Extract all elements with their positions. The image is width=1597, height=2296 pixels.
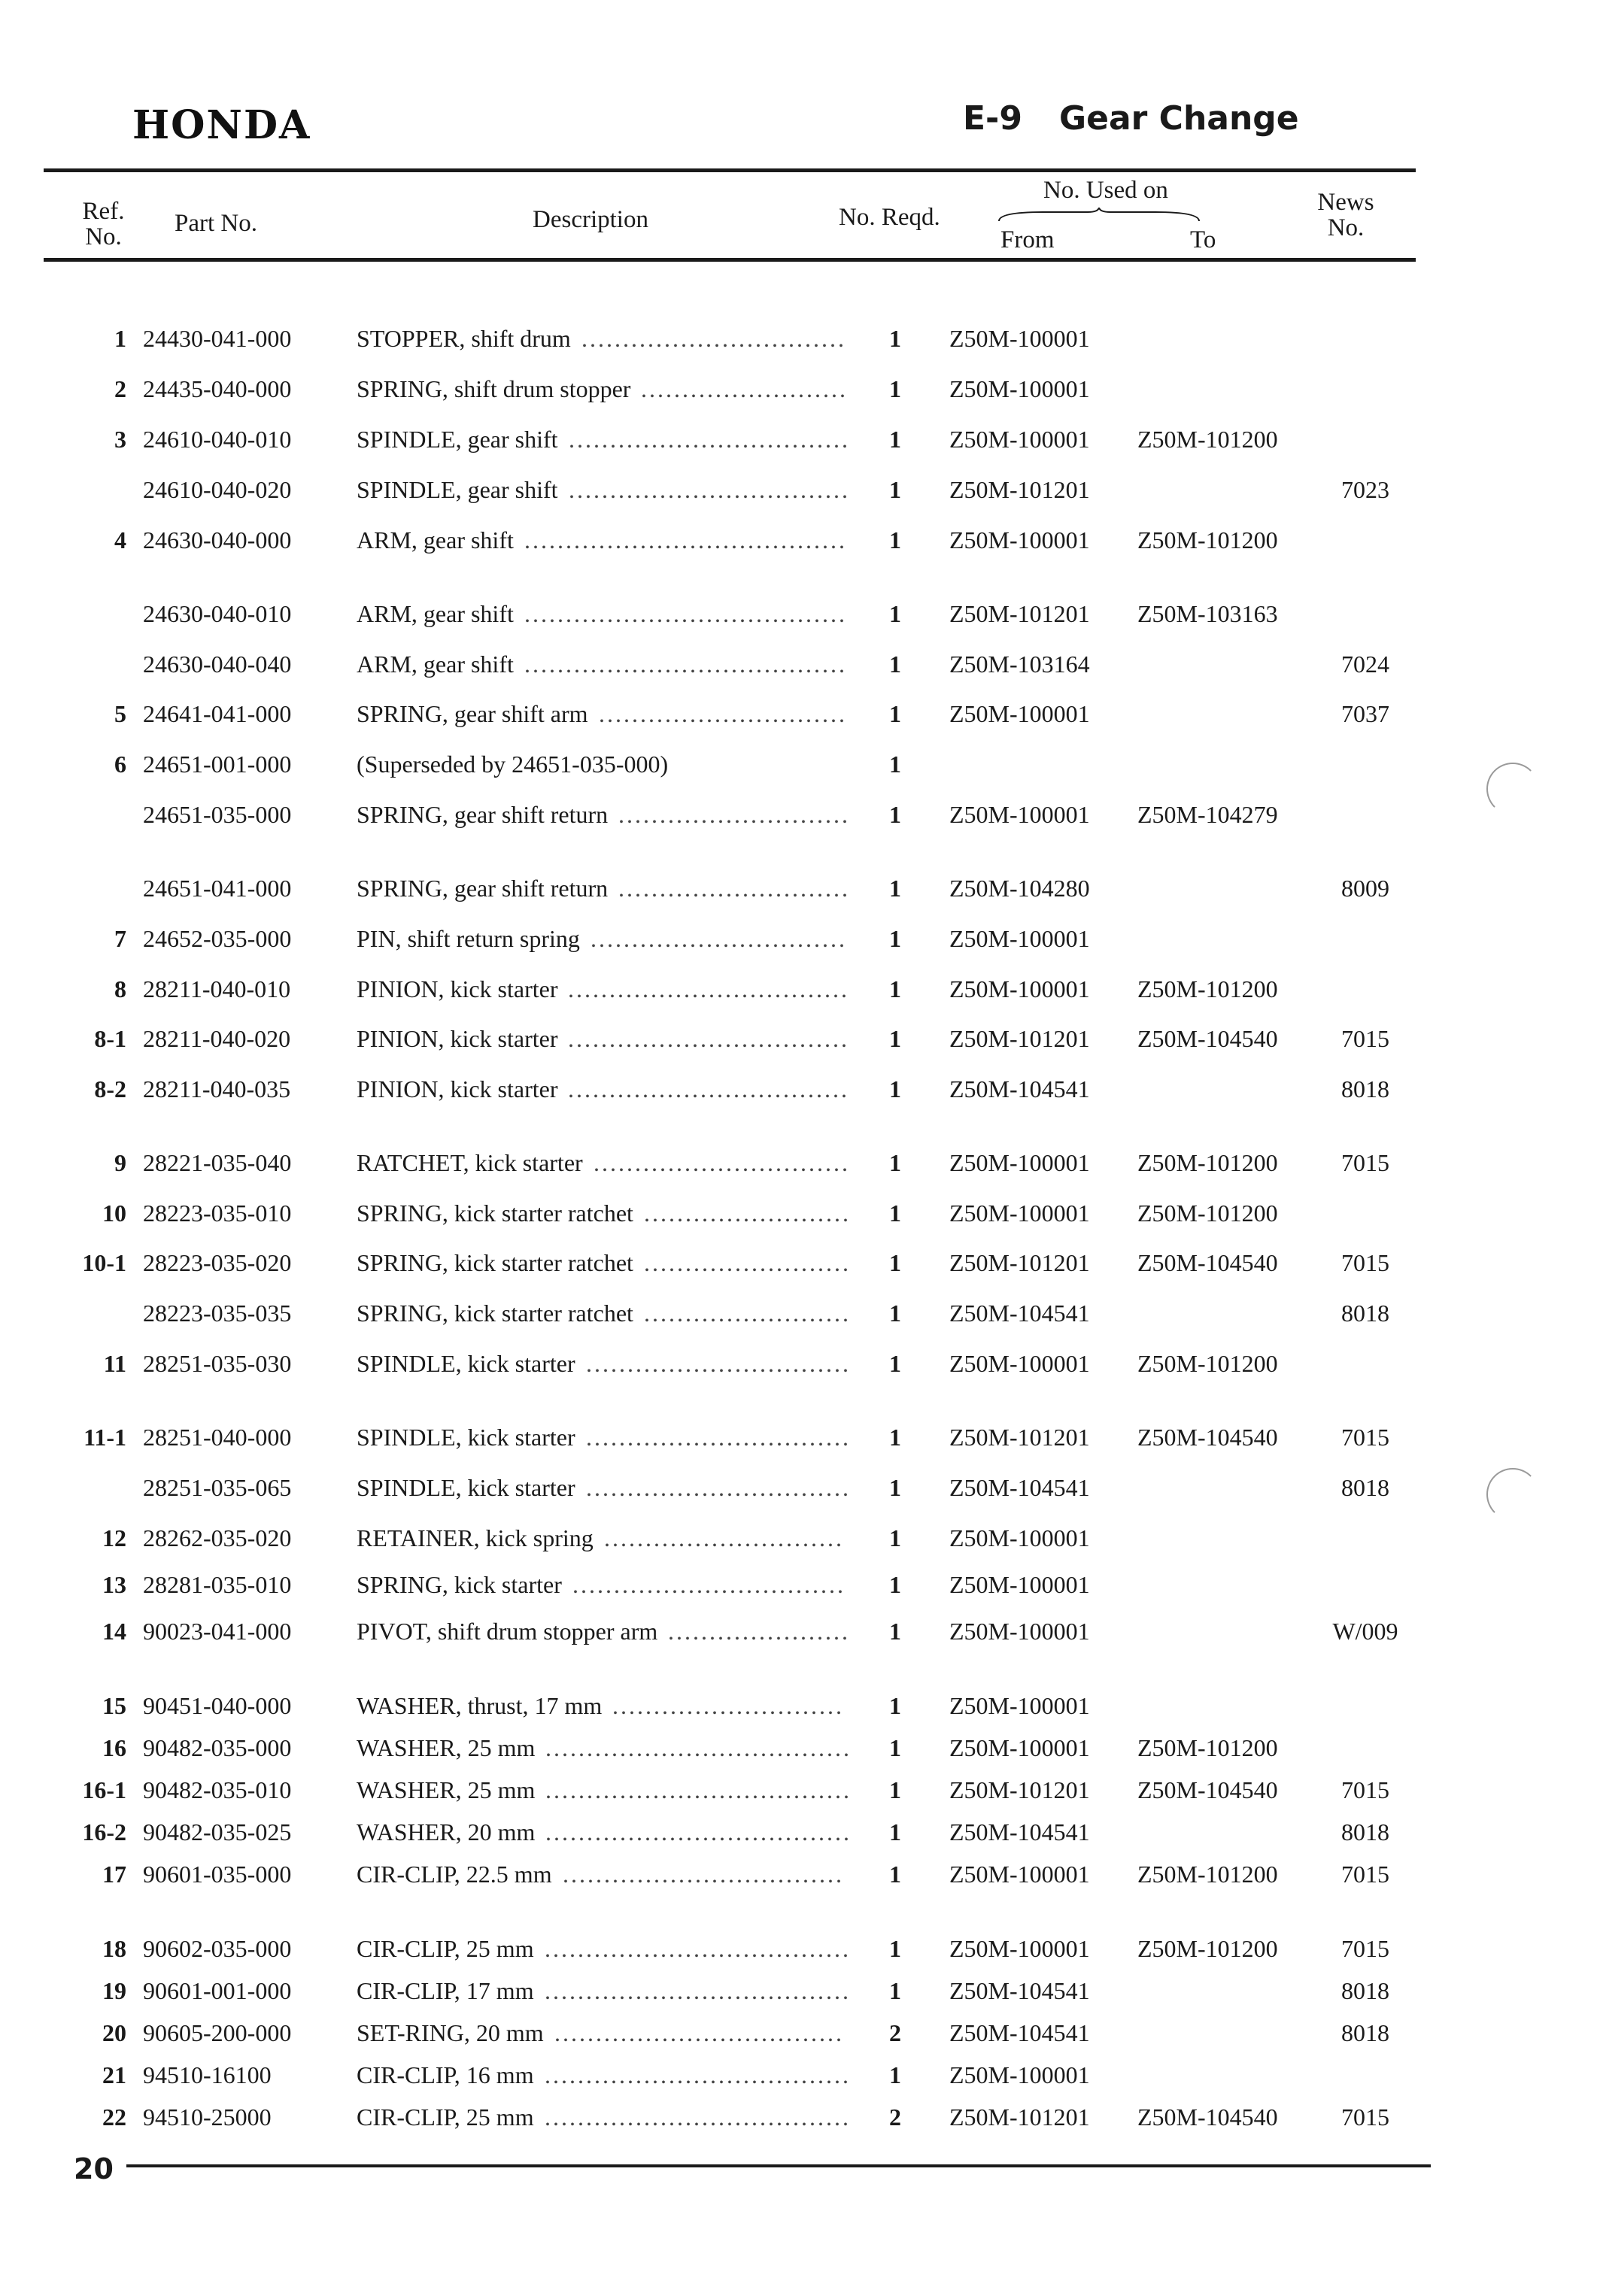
news-number-cell: 7023	[1341, 476, 1389, 503]
column-header-ref	[75, 199, 132, 250]
used-from-cell: Z50M-100001	[949, 1861, 1090, 1888]
part-number-cell: 90601-001-000	[143, 1977, 292, 2004]
part-number-cell: 28223-035-010	[143, 1200, 292, 1227]
qty-cell: 1	[889, 925, 901, 952]
table-row	[0, 1769, 1597, 1806]
leader-dots: ............................	[612, 1692, 844, 1719]
part-number-cell: 90482-035-000	[143, 1734, 292, 1761]
leader-dots: ..................................	[568, 1025, 849, 1052]
column-header-used-on: No. Used on	[1043, 177, 1168, 204]
used-from-cell: Z50M-104541	[949, 1818, 1090, 1846]
part-number-cell: 90482-035-025	[143, 1818, 292, 1846]
used-to-cell: Z50M-101200	[1137, 1861, 1278, 1888]
table-row	[0, 519, 1597, 557]
part-number-cell: 28211-040-010	[143, 975, 291, 1002]
table-row	[0, 1416, 1597, 1454]
ref-cell: 4	[114, 526, 126, 554]
description-cell: SPINDLE, gear shift	[357, 476, 558, 503]
used-from-cell: Z50M-101201	[949, 1776, 1090, 1803]
column-header-ref-line2: No.	[85, 223, 122, 250]
qty-cell: 1	[889, 801, 901, 828]
table-row	[0, 1811, 1597, 1849]
part-number-cell: 28281-035-010	[143, 1571, 292, 1598]
used-from-cell: Z50M-104541	[949, 1977, 1090, 2004]
used-from-cell: Z50M-100001	[949, 1571, 1090, 1598]
table-row	[0, 1685, 1597, 1722]
table-row	[0, 1517, 1597, 1554]
used-to-cell: Z50M-103163	[1137, 600, 1278, 627]
table-row	[0, 593, 1597, 630]
news-number-cell: 8018	[1341, 2019, 1389, 2046]
table-row	[0, 693, 1597, 730]
column-header-news-line1: News	[1317, 189, 1374, 216]
used-from-cell: Z50M-100001	[949, 1149, 1090, 1176]
part-number-cell: 24630-040-000	[143, 526, 292, 554]
description-cell: SPRING, kick starter ratchet	[357, 1249, 633, 1276]
table-row	[0, 418, 1597, 456]
leader-dots: ..................................	[568, 1075, 849, 1103]
leader-dots: ...............................	[591, 925, 847, 952]
column-header-to: To	[1190, 226, 1216, 253]
qty-cell: 1	[889, 1474, 901, 1501]
leader-dots: ................................	[581, 325, 846, 352]
part-number-cell: 28251-040-000	[143, 1424, 292, 1451]
description-cell: SPRING, kick starter	[357, 1571, 562, 1598]
part-number-cell: 24630-040-010	[143, 600, 292, 627]
used-from-cell: Z50M-101201	[949, 600, 1090, 627]
used-from-cell: Z50M-101201	[949, 1025, 1090, 1052]
part-number-cell: 90451-040-000	[143, 1692, 292, 1719]
part-number-cell: 90602-035-000	[143, 1935, 292, 1962]
section-code: E-9	[963, 99, 1022, 138]
news-number-cell: 8018	[1341, 1075, 1389, 1103]
used-from-cell: Z50M-101201	[949, 476, 1090, 503]
used-to-cell: Z50M-101200	[1137, 1734, 1278, 1761]
leader-dots: ................................	[586, 1350, 851, 1377]
ref-cell: 3	[114, 426, 126, 453]
table-row	[0, 469, 1597, 506]
part-number-cell: 24651-041-000	[143, 875, 292, 902]
part-number-cell: 28211-040-020	[143, 1025, 291, 1052]
description-cell: SPINDLE, kick starter	[357, 1474, 575, 1501]
qty-cell: 1	[889, 1200, 901, 1227]
description-cell: SPINDLE, kick starter	[357, 1350, 575, 1377]
part-number-cell: 28211-040-035	[143, 1075, 291, 1103]
qty-cell: 1	[889, 651, 901, 678]
qty-cell: 1	[889, 1861, 901, 1888]
part-number-cell: 28223-035-035	[143, 1300, 292, 1327]
section-title: Gear Change	[1059, 99, 1299, 138]
table-row	[0, 1242, 1597, 1279]
news-number-cell: 7015	[1341, 1776, 1389, 1803]
used-from-cell: Z50M-100001	[949, 1692, 1090, 1719]
used-from-cell: Z50M-100001	[949, 1734, 1090, 1761]
ref-cell: 19	[102, 1977, 126, 2004]
ref-cell: 22	[102, 2103, 126, 2131]
used-from-cell: Z50M-100001	[949, 1524, 1090, 1551]
header-top-rule	[44, 168, 1416, 172]
part-number-cell: 90605-200-000	[143, 2019, 292, 2046]
description-cell: CIR-CLIP, 25 mm	[357, 2103, 534, 2131]
leader-dots: .........................	[644, 1200, 851, 1227]
ref-cell: 8	[114, 975, 126, 1002]
table-row	[0, 1192, 1597, 1230]
qty-cell: 1	[889, 1571, 901, 1598]
leader-dots: .........................	[644, 1249, 851, 1276]
description-cell: (Superseded by 24651-035-000)	[357, 751, 669, 778]
news-number-cell: W/009	[1332, 1618, 1398, 1645]
brace-icon	[997, 208, 1201, 227]
leader-dots: ..................................	[568, 975, 849, 1002]
description-cell: SPRING, gear shift return	[357, 801, 609, 828]
column-header-news-line2: No.	[1327, 214, 1365, 241]
table-row	[0, 2054, 1597, 2091]
used-from-cell: Z50M-104541	[949, 1474, 1090, 1501]
description-cell: CIR-CLIP, 17 mm	[357, 1977, 534, 2004]
table-row	[0, 867, 1597, 905]
description-cell: PIN, shift return spring	[357, 925, 580, 952]
ref-cell: 2	[114, 375, 126, 402]
leader-dots: ......................	[668, 1618, 850, 1645]
news-number-cell: 7015	[1341, 1861, 1389, 1888]
used-from-cell: Z50M-100001	[949, 925, 1090, 952]
part-number-cell: 28251-035-065	[143, 1474, 292, 1501]
qty-cell: 1	[889, 1692, 901, 1719]
news-number-cell: 8018	[1341, 1300, 1389, 1327]
header-bottom-rule	[44, 258, 1416, 262]
ref-cell: 16	[102, 1734, 126, 1761]
ref-cell: 17	[102, 1861, 126, 1888]
leader-dots: ..................................	[569, 426, 850, 453]
description-cell: SPRING, kick starter ratchet	[357, 1300, 633, 1327]
news-number-cell: 7015	[1341, 1424, 1389, 1451]
used-from-cell: Z50M-100001	[949, 1935, 1090, 1962]
qty-cell: 1	[889, 1350, 901, 1377]
qty-cell: 1	[889, 600, 901, 627]
leader-dots: ................................	[586, 1474, 851, 1501]
used-from-cell: Z50M-101201	[949, 1249, 1090, 1276]
qty-cell: 1	[889, 2061, 901, 2088]
qty-cell: 1	[889, 700, 901, 727]
used-from-cell: Z50M-104541	[949, 1075, 1090, 1103]
news-number-cell: 8018	[1341, 1977, 1389, 2004]
leader-dots: .....................................	[545, 1818, 852, 1846]
leader-dots: .....................................	[545, 1734, 852, 1761]
part-number-cell: 28221-035-040	[143, 1149, 292, 1176]
qty-cell: 1	[889, 1734, 901, 1761]
ref-cell: 18	[102, 1935, 126, 1962]
description-cell: CIR-CLIP, 22.5 mm	[357, 1861, 552, 1888]
qty-cell: 1	[889, 1776, 901, 1803]
description-cell: RETAINER, kick spring	[357, 1524, 594, 1551]
leader-dots: ..................................	[563, 1861, 844, 1888]
table-row	[0, 1018, 1597, 1055]
punch-hole-mark	[1486, 1468, 1539, 1521]
description-cell: SPRING, shift drum stopper	[357, 375, 631, 402]
used-from-cell: Z50M-104541	[949, 2019, 1090, 2046]
ref-cell: 8-2	[94, 1075, 126, 1103]
used-to-cell: Z50M-101200	[1137, 1935, 1278, 1962]
punch-hole-mark	[1486, 763, 1539, 815]
part-number-cell: 94510-16100	[143, 2061, 272, 2088]
qty-cell: 1	[889, 1818, 901, 1846]
leader-dots: .........................	[641, 375, 848, 402]
column-header-from: From	[1000, 226, 1055, 253]
used-from-cell: Z50M-100001	[949, 975, 1090, 1002]
ref-cell: 10-1	[82, 1249, 126, 1276]
part-number-cell: 24610-040-010	[143, 426, 292, 453]
table-row	[0, 1466, 1597, 1504]
ref-cell: 11-1	[83, 1424, 126, 1451]
part-number-cell: 28223-035-020	[143, 1249, 292, 1276]
description-cell: SPINDLE, gear shift	[357, 426, 558, 453]
ref-cell: 9	[114, 1149, 126, 1176]
description-cell: PINION, kick starter	[357, 975, 558, 1002]
table-row	[0, 1927, 1597, 1965]
ref-cell: 15	[102, 1692, 126, 1719]
ref-cell: 13	[102, 1571, 126, 1598]
ref-cell: 20	[102, 2019, 126, 2046]
ref-cell: 14	[102, 1618, 126, 1645]
leader-dots: ............................	[618, 875, 850, 902]
leader-dots: .....................................	[545, 1935, 851, 1962]
description-cell: ARM, gear shift	[357, 600, 514, 627]
leader-dots: ............................	[618, 801, 850, 828]
part-number-cell: 24641-041-000	[143, 700, 292, 727]
used-to-cell: Z50M-101200	[1137, 1350, 1278, 1377]
column-header-part: Part No.	[175, 210, 257, 237]
column-header-news	[1315, 190, 1377, 241]
used-from-cell: Z50M-100001	[949, 1200, 1090, 1227]
used-to-cell: Z50M-104540	[1137, 2103, 1278, 2131]
part-number-cell: 90601-035-000	[143, 1861, 292, 1888]
part-number-cell: 94510-25000	[143, 2103, 272, 2131]
description-cell: PIVOT, shift drum stopper arm	[357, 1618, 658, 1645]
table-row	[0, 643, 1597, 681]
qty-cell: 1	[889, 375, 901, 402]
leader-dots: .....................................	[545, 1977, 851, 2004]
qty-cell: 1	[889, 476, 901, 503]
part-number-cell: 28251-035-030	[143, 1350, 292, 1377]
ref-cell: 6	[114, 751, 126, 778]
leader-dots: .......................................	[524, 600, 847, 627]
qty-cell: 1	[889, 1618, 901, 1645]
used-from-cell: Z50M-100001	[949, 801, 1090, 828]
news-number-cell: 7015	[1341, 1249, 1389, 1276]
news-number-cell: 8018	[1341, 1818, 1389, 1846]
qty-cell: 1	[889, 975, 901, 1002]
news-number-cell: 7024	[1341, 651, 1389, 678]
qty-cell: 1	[889, 1025, 901, 1052]
part-number-cell: 24430-041-000	[143, 325, 292, 352]
news-number-cell: 7015	[1341, 2103, 1389, 2131]
description-cell: SET-RING, 20 mm	[357, 2019, 544, 2046]
used-to-cell: Z50M-104540	[1137, 1776, 1278, 1803]
used-to-cell: Z50M-104540	[1137, 1025, 1278, 1052]
leader-dots: .......................................	[524, 651, 847, 678]
ref-cell: 16-1	[82, 1776, 126, 1803]
description-cell: WASHER, 20 mm	[357, 1818, 536, 1846]
used-to-cell: Z50M-101200	[1137, 975, 1278, 1002]
part-number-cell: 24435-040-000	[143, 375, 292, 402]
leader-dots: .....................................	[545, 1776, 852, 1803]
ref-cell: 21	[102, 2061, 126, 2088]
used-from-cell: Z50M-101201	[949, 1424, 1090, 1451]
used-to-cell: Z50M-101200	[1137, 1200, 1278, 1227]
news-number-cell: 7037	[1341, 700, 1389, 727]
ref-cell: 12	[102, 1524, 126, 1551]
description-cell: SPRING, gear shift arm	[357, 700, 588, 727]
news-number-cell: 7015	[1341, 1935, 1389, 1962]
footer-rule	[126, 2164, 1431, 2167]
used-to-cell: Z50M-101200	[1137, 526, 1278, 554]
table-row	[0, 1564, 1597, 1601]
page-number: 20	[74, 2152, 114, 2185]
qty-cell: 1	[889, 1424, 901, 1451]
table-row	[0, 1853, 1597, 1891]
description-cell: SPRING, kick starter ratchet	[357, 1200, 633, 1227]
news-number-cell: 7015	[1341, 1149, 1389, 1176]
leader-dots: .................................	[572, 1571, 846, 1598]
qty-cell: 1	[889, 325, 901, 352]
qty-cell: 1	[889, 526, 901, 554]
used-from-cell: Z50M-100001	[949, 375, 1090, 402]
qty-cell: 2	[889, 2019, 901, 2046]
description-cell: ARM, gear shift	[357, 526, 514, 554]
description-cell: RATCHET, kick starter	[357, 1149, 583, 1176]
part-number-cell: 24651-035-000	[143, 801, 292, 828]
qty-cell: 1	[889, 1249, 901, 1276]
table-row	[0, 1142, 1597, 1179]
column-header-ref-line1: Ref.	[82, 198, 125, 225]
used-from-cell: Z50M-104541	[949, 1300, 1090, 1327]
used-to-cell: Z50M-104279	[1137, 801, 1278, 828]
description-cell: SPINDLE, kick starter	[357, 1424, 575, 1451]
used-from-cell: Z50M-101201	[949, 2103, 1090, 2131]
table-row	[0, 968, 1597, 1005]
part-number-cell: 24610-040-020	[143, 476, 292, 503]
table-row	[0, 368, 1597, 405]
leader-dots: .......................................	[524, 526, 847, 554]
used-from-cell: Z50M-100001	[949, 1350, 1090, 1377]
part-number-cell: 28262-035-020	[143, 1524, 292, 1551]
table-row	[0, 793, 1597, 831]
part-number-cell: 24630-040-040	[143, 651, 292, 678]
description-cell: ARM, gear shift	[357, 651, 514, 678]
leader-dots: .....................................	[545, 2061, 851, 2088]
description-cell: STOPPER, shift drum	[357, 325, 571, 352]
description-cell: SPRING, gear shift return	[357, 875, 609, 902]
part-number-cell: 24651-001-000	[143, 751, 292, 778]
brand-logo: HONDA	[132, 102, 311, 148]
description-cell: PINION, kick starter	[357, 1025, 558, 1052]
leader-dots: ................................	[586, 1424, 851, 1451]
table-row	[0, 2096, 1597, 2134]
used-from-cell: Z50M-100001	[949, 1618, 1090, 1645]
qty-cell: 1	[889, 1935, 901, 1962]
description-cell: PINION, kick starter	[357, 1075, 558, 1103]
column-header-qty: No. Reqd.	[839, 204, 940, 231]
column-header-description: Description	[533, 206, 648, 233]
used-from-cell: Z50M-100001	[949, 325, 1090, 352]
leader-dots: ..................................	[569, 476, 850, 503]
ref-cell: 8-1	[94, 1025, 126, 1052]
leader-dots: ...................................	[554, 2019, 844, 2046]
used-to-cell: Z50M-104540	[1137, 1249, 1278, 1276]
qty-cell: 1	[889, 875, 901, 902]
leader-dots: .........................	[644, 1300, 851, 1327]
used-from-cell: Z50M-103164	[949, 651, 1090, 678]
description-cell: WASHER, 25 mm	[357, 1776, 536, 1803]
part-number-cell: 90023-041-000	[143, 1618, 292, 1645]
table-row	[0, 317, 1597, 355]
leader-dots: .............................	[604, 1524, 844, 1551]
used-from-cell: Z50M-100001	[949, 426, 1090, 453]
used-to-cell: Z50M-104540	[1137, 1424, 1278, 1451]
table-row	[0, 2012, 1597, 2049]
leader-dots: ...............................	[594, 1149, 850, 1176]
ref-cell: 10	[102, 1200, 126, 1227]
table-row	[0, 1068, 1597, 1106]
used-to-cell: Z50M-101200	[1137, 1149, 1278, 1176]
qty-cell: 1	[889, 1300, 901, 1327]
news-number-cell: 8018	[1341, 1474, 1389, 1501]
qty-cell: 1	[889, 1524, 901, 1551]
part-number-cell: 24652-035-000	[143, 925, 292, 952]
qty-cell: 1	[889, 426, 901, 453]
news-number-cell: 8009	[1341, 875, 1389, 902]
qty-cell: 1	[889, 1977, 901, 2004]
description-cell: WASHER, thrust, 17 mm	[357, 1692, 603, 1719]
used-from-cell: Z50M-100001	[949, 2061, 1090, 2088]
part-number-cell: 90482-035-010	[143, 1776, 292, 1803]
used-from-cell: Z50M-100001	[949, 526, 1090, 554]
description-cell: CIR-CLIP, 25 mm	[357, 1935, 534, 1962]
qty-cell: 1	[889, 751, 901, 778]
description-cell: WASHER, 25 mm	[357, 1734, 536, 1761]
used-from-cell: Z50M-100001	[949, 700, 1090, 727]
ref-cell: 1	[114, 325, 126, 352]
table-row	[0, 1292, 1597, 1330]
leader-dots: ..............................	[599, 700, 847, 727]
table-row	[0, 1342, 1597, 1380]
ref-cell: 11	[103, 1350, 126, 1377]
table-row	[0, 1610, 1597, 1648]
ref-cell: 7	[114, 925, 126, 952]
qty-cell: 2	[889, 2103, 901, 2131]
description-cell: CIR-CLIP, 16 mm	[357, 2061, 534, 2088]
table-row	[0, 1970, 1597, 2007]
qty-cell: 1	[889, 1149, 901, 1176]
leader-dots: .....................................	[545, 2103, 851, 2131]
ref-cell: 5	[114, 700, 126, 727]
table-row	[0, 1727, 1597, 1764]
used-to-cell: Z50M-101200	[1137, 426, 1278, 453]
news-number-cell: 7015	[1341, 1025, 1389, 1052]
table-row	[0, 743, 1597, 781]
qty-cell: 1	[889, 1075, 901, 1103]
used-from-cell: Z50M-104280	[949, 875, 1090, 902]
table-row	[0, 917, 1597, 955]
ref-cell: 16-2	[82, 1818, 126, 1846]
